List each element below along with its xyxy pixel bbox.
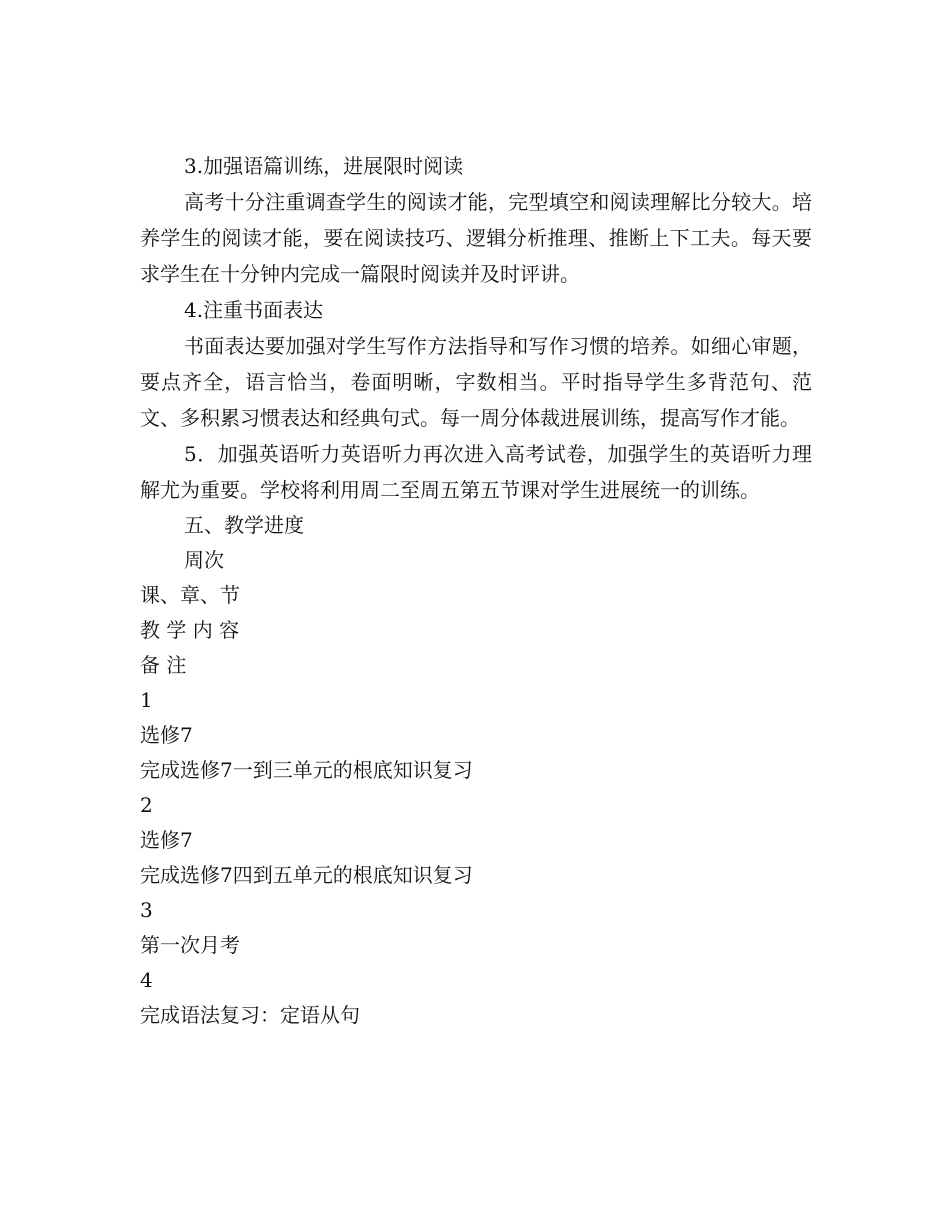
row-week: 4: [140, 968, 153, 992]
row-week: 2: [140, 793, 153, 817]
table-row: [140, 963, 812, 1033]
row-content: 完成选修7四到五单元的根底知识复习: [140, 863, 473, 887]
section-3-heading: 3.加强语篇训练，进展限时阅读: [184, 154, 464, 178]
section-5-body: 5．加强英语听力英语听力再次进入高考试卷，加强学生的英语听力理解尤为重要。学校将利用周二至周五第五节课对学生进展统一的训练。: [140, 442, 812, 502]
table-row: [140, 893, 812, 963]
table-header-notes: 备 注: [140, 653, 187, 677]
row-week: 1: [140, 688, 153, 712]
schedule-heading: 五、教学进度: [184, 513, 304, 537]
table-row: [140, 788, 812, 893]
row-content: 完成选修7一到三单元的根底知识复习: [140, 758, 473, 782]
schedule-table: [140, 543, 812, 1033]
section-4-heading: 4.注重书面表达: [184, 298, 324, 322]
table-header-week: 周次: [184, 548, 224, 572]
row-week: 3: [140, 898, 153, 922]
table-row: [140, 683, 812, 788]
document-content: [140, 148, 812, 1033]
section-4-body: 书面表达要加强对学生写作方法指导和写作习惯的培养。如细心审题，要点齐全，语言恰当，卷面明晰，字数相当。平时指导学生多背范句、范文、多积累习惯表达和经典句式。每一周分体裁进展训练，提高写作才能。: [140, 334, 812, 430]
row-chapter: 第一次月考: [140, 933, 240, 957]
row-chapter: 选修7: [140, 723, 193, 747]
section-3-body: 高考十分注重调查学生的阅读才能，完型填空和阅读理解比分较大。培养学生的阅读才能，要在阅读技巧、逻辑分析推理、推断上下工夫。每天要求学生在十分钟内完成一篇限时阅读并及时评讲。: [140, 190, 812, 286]
row-chapter: 选修7: [140, 828, 193, 852]
table-header-chapter: 课、章、节: [140, 583, 240, 607]
table-header-content: 教 学 内 容: [140, 618, 240, 642]
row-chapter: 完成语法复习：定语从句: [140, 1003, 360, 1027]
